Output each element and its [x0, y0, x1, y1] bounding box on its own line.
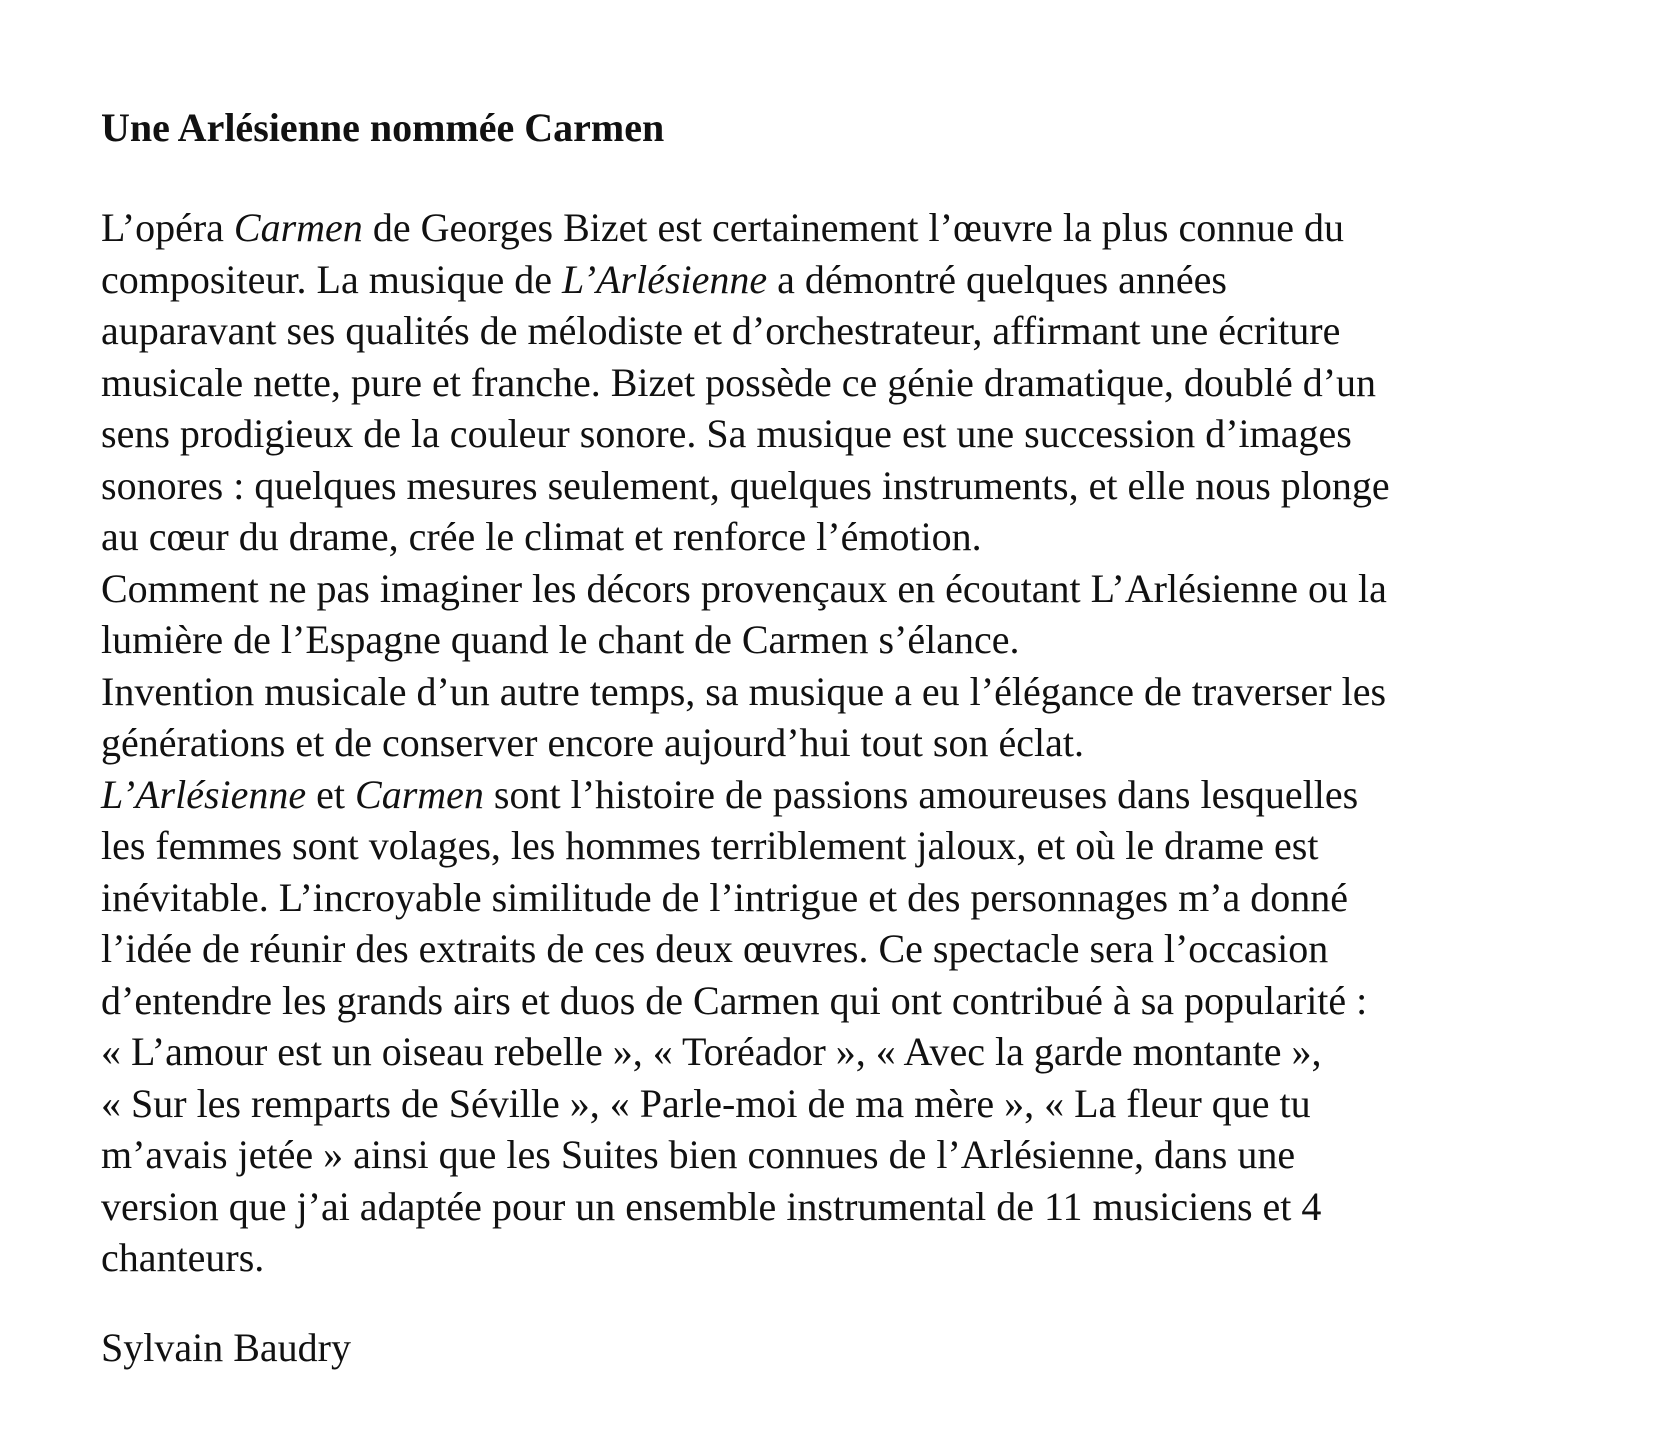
- text-line: L’opéra Carmen de Georges Bizet est certainement l’œuvre la plus connue du: [101, 205, 1344, 250]
- text-line: chanteurs.: [101, 1235, 265, 1280]
- text-line: version que j’ai adaptée pour un ensemble instrumental de 11 musiciens et 4: [101, 1183, 1322, 1229]
- text-line: générations et de conserver encore aujourd’hui tout son éclat.: [101, 720, 1084, 765]
- text-line: compositeur. La musique de L’Arlésienne a démontré quelques années: [101, 256, 1227, 302]
- text-line: l’idée de réunir des extraits de ces deux œuvres. Ce spectacle sera l’occasion: [101, 926, 1329, 971]
- text-line: au cœur du drame, crée le climat et renforce l’émotion.: [101, 514, 982, 559]
- body-text: [101, 202, 1601, 1284]
- text-line: les femmes sont volages, les hommes terriblement jaloux, et où le drame est: [101, 823, 1319, 868]
- text-line: inévitable. L’incroyable similitude de l’intrigue et des personnages m’a donné: [101, 874, 1349, 920]
- text-line: auparavant ses qualités de mélodiste et d’orchestrateur, affirmant une écriture: [101, 308, 1341, 353]
- author-signature: Sylvain Baudry: [101, 1325, 351, 1370]
- text-line: lumière de l’Espagne quand le chant de Carmen s’élance.: [101, 617, 1020, 662]
- text-line: Invention musicale d’un autre temps, sa musique a eu l’élégance de traverser les: [101, 668, 1387, 714]
- text-line: « L’amour est un oiseau rebelle », « Toréador », « Avec la garde montante »,: [101, 1029, 1322, 1074]
- text-line: sonores : quelques mesures seulement, quelques instruments, et elle nous plonge: [101, 462, 1390, 508]
- text-line: « Sur les remparts de Séville », « Parle-moi de ma mère », « La fleur que tu: [101, 1080, 1311, 1126]
- text-line: Comment ne pas imaginer les décors provençaux en écoutant L’Arlésienne ou la: [101, 565, 1387, 611]
- text-line: L’Arlésienne et Carmen sont l’histoire de passions amoureuses dans lesquelles: [101, 771, 1359, 817]
- text-line: musicale nette, pure et franche. Bizet possède ce génie dramatique, doublé d’un: [101, 359, 1377, 405]
- text-line: sens prodigieux de la couleur sonore. Sa musique est une succession d’images: [101, 411, 1352, 456]
- text-line: d’entendre les grands airs et duos de Carmen qui ont contribué à sa popularité :: [101, 977, 1368, 1023]
- text-line: m’avais jetée » ainsi que les Suites bien connues de l’Arlésienne, dans une: [101, 1132, 1296, 1177]
- document-title: Une Arlésienne nommée Carmen: [101, 105, 665, 150]
